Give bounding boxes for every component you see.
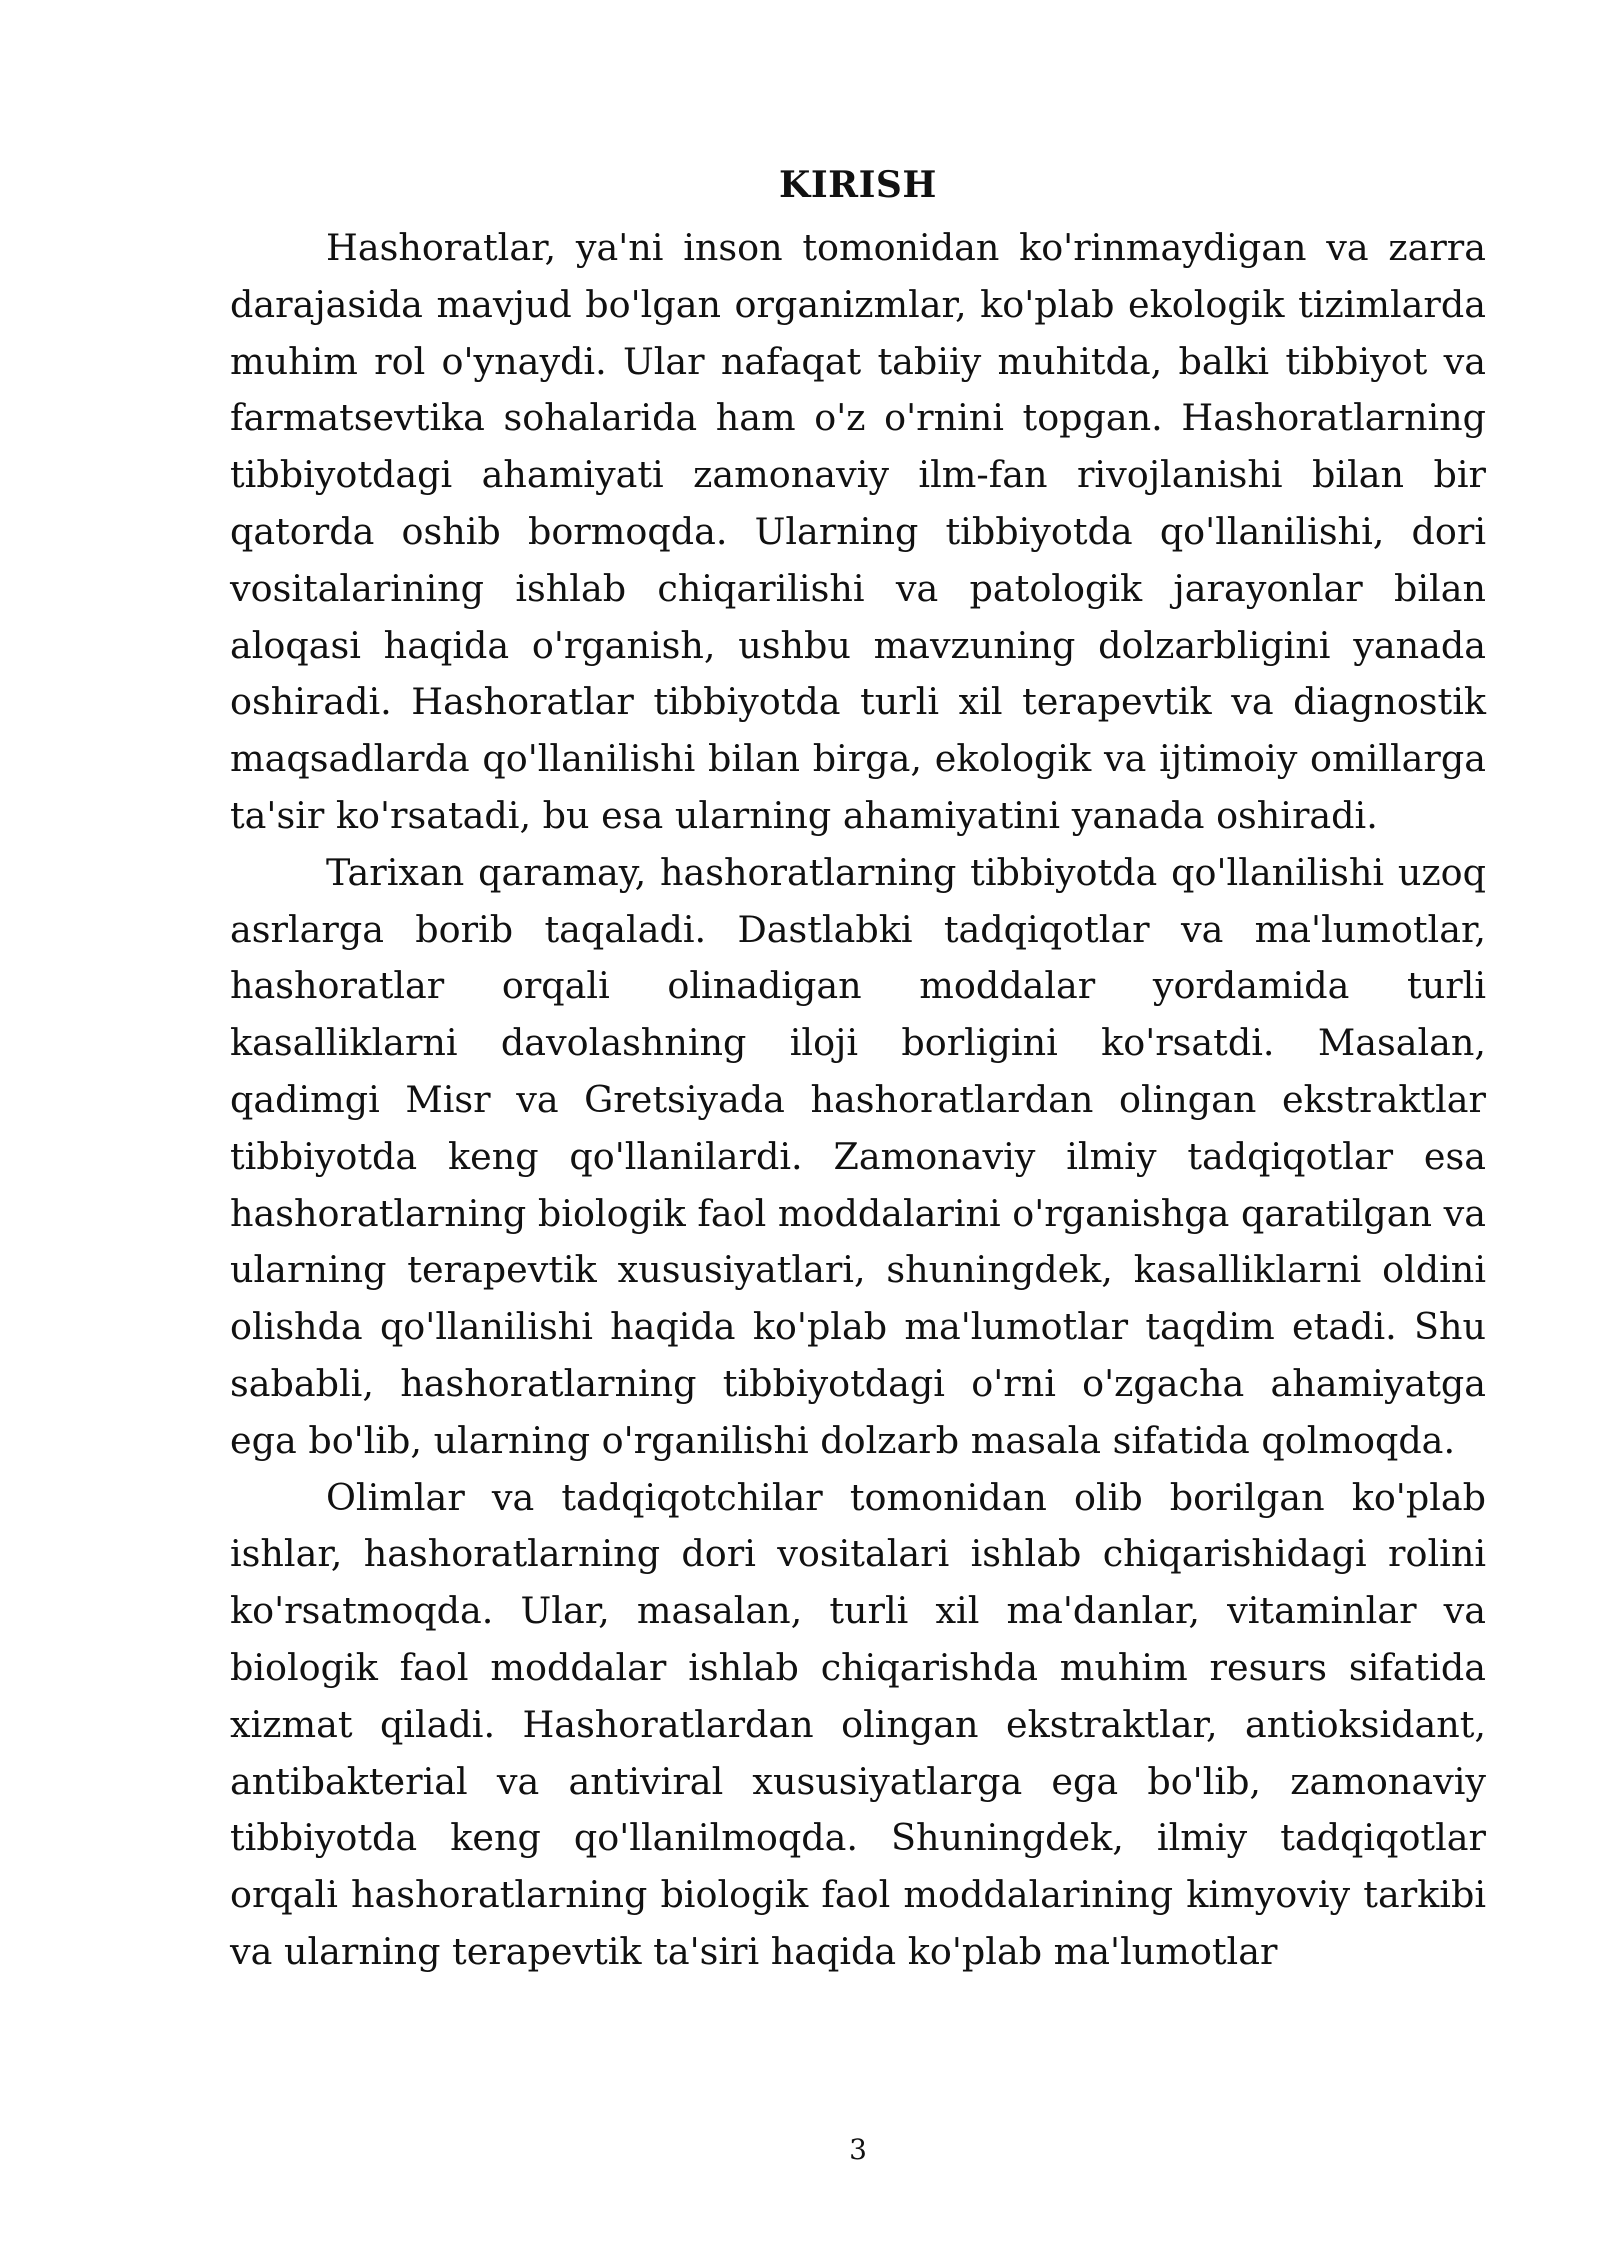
page-content (230, 150, 1486, 1981)
paragraph-2: Tarixan qaramay, hashoratlarning tibbiyotda qo'llanilishi uzoq asrlarga borib taqaladi. Dastlabki tadqiqotlar va ma'lumotlar, hashoratlar orqali olinadigan moddalar yordamida turli kasalliklarni davolashning iloji borligini ko'rsatdi. Masalan, qadimgi Misr va Gretsiyada hashoratlardan olingan ekstraktlar tibbiyotda keng qo'llanilardi. Zamonaviy ilmiy tadqiqotlar esa hashoratlarning biologik faol moddalarini o'rganishga qaratilgan va ularning terapevtik xususiyatlari, shuningdek, kasalliklarni oldini olishda qo'llanilishi haqida ko'plab ma'lumotlar taqdim etadi. Shu sababli, hashoratlarning tibbiyotdagi o'rni o'zgacha ahamiyatga ega bo'lib, ularning o'rganilishi dolzarb masala sifatida qolmoqda. (230, 850, 1486, 1462)
paragraph-1: Hashoratlar, ya'ni inson tomonidan ko'rinmaydigan va zarra darajasida mavjud bo'lgan organizmlar, ko'plab ekologik tizimlarda muhim rol o'ynaydi. Ular nafaqat tabiiy muhitda, balki tibbiyot va farmatsevtika sohalarida ham o'z o'rnini topgan. Hashoratlarning tibbiyotdagi ahamiyati zamonaviy ilm-fan rivojlanishi bilan bir qatorda oshib bormoqda. Ularning tibbiyotda qo'llanilishi, dori vositalarining ishlab chiqarilishi va patologik jarayonlar bilan aloqasi haqida o'rganish, ushbu mavzuning dolzarbligini yanada oshiradi. Hashoratlar tibbiyotda turli xil terapevtik va diagnostik maqsadlarda qo'llanilishi bilan birga, ekologik va ijtimoiy omillarga ta'sir ko'rsatadi, bu esa ularning ahamiyatini yanada oshiradi. (230, 226, 1486, 837)
paragraph-3: Olimlar va tadqiqotchilar tomonidan olib borilgan ko'plab ishlar, hashoratlarning dori vositalari ishlab chiqarishidagi rolini ko'rsatmoqda. Ular, masalan, turli xil ma'danlar, vitaminlar va biologik faol moddalar ishlab chiqarishda muhim resurs sifatida xizmat qiladi. Hashoratlardan olingan ekstraktlar, antioksidant, antibakterial va antiviral xususiyatlarga ega bo'lib, zamonaviy tibbiyotda keng qo'llanilmoqda. Shuningdek, ilmiy tadqiqotlar orqali hashoratlarning biologik faol moddalarining kimyoviy tarkibi va ularning terapevtik ta'siri haqida ko'plab ma'lumotlar (230, 1475, 1486, 1973)
section-title: KIRISH (779, 164, 937, 206)
page-number: 3 (849, 2133, 867, 2166)
